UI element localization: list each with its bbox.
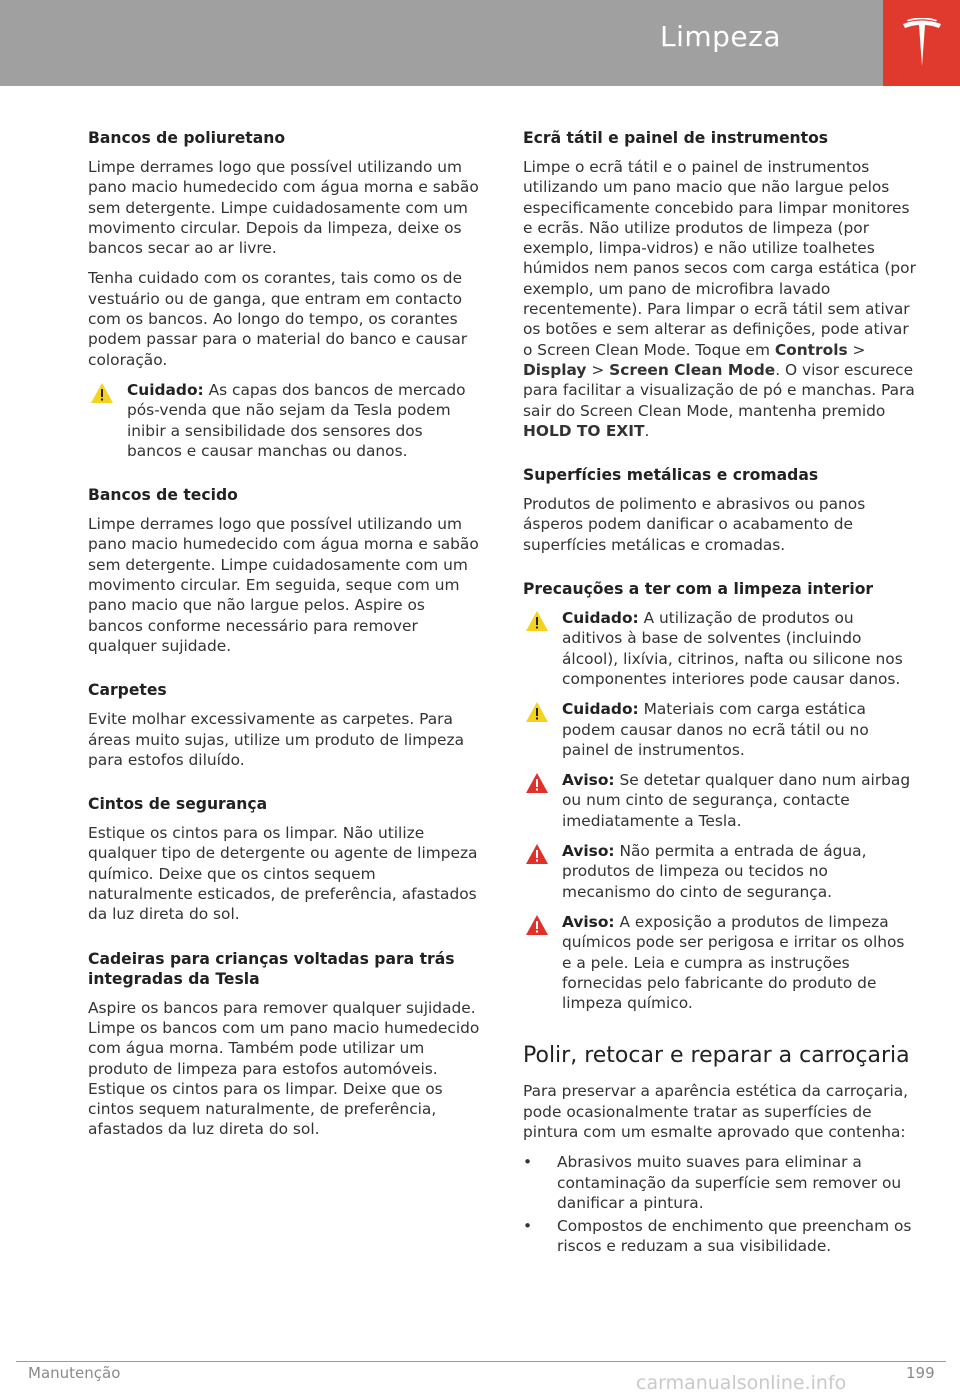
right-column xyxy=(523,128,917,1260)
note-label: Cuidado: xyxy=(127,380,204,399)
section-heading: Cintos de segurança xyxy=(88,795,268,814)
bullet-list xyxy=(523,1152,917,1256)
section-heading: Carpetes xyxy=(88,681,167,700)
paragraph: Aspire os bancos para remover qualquer sujidade. Limpe os bancos com um pano macio humedecido com água morna. Também pode utilizar um produto de limpeza para estofos automóveis. Estique os cintos para os limpar. Deixe que os cintos sequem naturalmente, de preferência, afastados da luz direta do sol. xyxy=(88,998,480,1139)
watermark: carmanualsonline.info xyxy=(636,1372,847,1394)
paragraph: Produtos de polimento e abrasivos ou panos ásperos podem danificar o acabamento de superfícies metálicas e cromadas. xyxy=(523,495,866,554)
paragraph: Tenha cuidado com os corantes, tais como os de vestuário ou de ganga, que entram em contacto com os bancos. Ao longo do tempo, os corantes podem passar para o material do banco e causar coloração. xyxy=(88,269,468,369)
note-text: As capas dos bancos de mercado pós-venda que não sejam da Tesla podem inibir a sensibilidade dos sensores dos bancos e causar manchas ou danos. xyxy=(127,380,466,460)
page-number: 199 xyxy=(906,1364,935,1382)
section-heading: Superfícies metálicas e cromadas xyxy=(523,466,819,485)
ui-term: Controls xyxy=(774,340,848,359)
note-text: A exposição a produtos de limpeza químicos pode ser perigosa e irritar os olhos e a pele. Leia e cumpra as instruções fornecidas pelo fabricante do produto de limpeza químico. xyxy=(562,912,905,1013)
page-title: Limpeza xyxy=(659,20,781,53)
note-label: Aviso: xyxy=(562,842,615,861)
ui-term: HOLD TO EXIT xyxy=(523,421,645,440)
tesla-logo-icon xyxy=(901,18,943,68)
warning-note xyxy=(523,841,917,902)
note-label: Cuidado: xyxy=(562,609,639,628)
paragraph: Limpe derrames logo que possível utilizando um pano macio humedecido com água morna e sabão sem detergente. Limpe cuidadosamente com um movimento circular. Depois da limpeza, deixe os bancos secar ao ar livre. xyxy=(88,158,479,258)
list-item: • Compostos de enchimento que preencham os riscos e reduzam a sua visibilidade. xyxy=(523,1217,912,1256)
footer-section: Manutenção xyxy=(28,1364,121,1382)
caution-triangle-icon xyxy=(90,382,114,404)
caution-note xyxy=(523,608,917,689)
warning-note xyxy=(523,770,917,831)
ui-term: Screen Clean Mode xyxy=(609,360,776,379)
ui-term: Display xyxy=(523,360,587,379)
caution-note xyxy=(88,380,482,461)
section-heading: Ecrã tátil e painel de instrumentos xyxy=(523,129,829,147)
note-text: Se detetar qualquer dano num airbag ou num cinto de segurança, contacte imediatamente a Tesla. xyxy=(562,771,911,830)
section-heading: Cadeiras para crianças voltadas para trás integradas da Tesla xyxy=(88,949,455,988)
caution-triangle-icon xyxy=(525,610,549,632)
note-text: Não permita a entrada de água, produtos de limpeza ou tecidos no mecanismo do cinto de segurança. xyxy=(562,842,867,901)
section-heading: Bancos de tecido xyxy=(88,486,238,505)
warning-note xyxy=(523,912,917,1013)
note-label: Aviso: xyxy=(562,771,615,790)
chapter-heading: Polir, retocar e reparar a carroçaria xyxy=(523,1043,910,1069)
warning-triangle-icon xyxy=(525,914,549,936)
warning-triangle-icon xyxy=(525,843,549,865)
section-heading: Precauções a ter com a limpeza interior xyxy=(523,580,874,599)
bullet-icon: • xyxy=(523,1153,533,1172)
paragraph: Evite molhar excessivamente as carpetes. Para áreas muito sujas, utilize um produto de limpeza para estofos diluído. xyxy=(88,710,465,769)
header-band xyxy=(0,0,883,86)
list-item: • Abrasivos muito suaves para eliminar a contaminação da superfície sem remover ou danificar a pintura. xyxy=(523,1153,902,1212)
bullet-icon: • xyxy=(523,1217,533,1236)
logo-box xyxy=(883,0,960,86)
caution-note xyxy=(523,699,917,760)
caution-triangle-icon xyxy=(525,701,549,723)
footer-divider xyxy=(16,1361,946,1362)
paragraph: Limpe derrames logo que possível utilizando um pano macio humedecido com água morna e sabão sem detergente. Limpe cuidadosamente com um movimento circular. Em seguida, seque com um pano macio que não largue pelos. Aspire os bancos conforme necessário para remover qualquer sujidade. xyxy=(88,515,479,655)
left-column xyxy=(88,128,482,1150)
note-label: Cuidado: xyxy=(562,700,639,719)
section-heading: Bancos de poliuretano xyxy=(88,129,286,147)
paragraph: Para preservar a aparência estética da carroçaria, pode ocasionalmente tratar as superfícies de pintura com um esmalte aprovado que contenha: xyxy=(523,1082,909,1141)
note-text: A utilização de produtos ou aditivos à base de solventes (incluindo álcool), lixívia, citrinos, nafta ou silicone nos componentes interiores pode causar danos. xyxy=(562,609,903,688)
paragraph: Estique os cintos para os limpar. Não utilize qualquer tipo de detergente ou agente de limpeza químico. Deixe que os cintos sequem naturalmente esticados, de preferência, afastados da luz direta do sol. xyxy=(88,824,478,924)
note-label: Aviso: xyxy=(562,912,615,931)
paragraph: Limpe o ecrã tátil e o painel de instrumentos utilizando um pano macio que não largue pelos especificamente concebido para limpar monitores e ecrãs. Não utilize produtos de limpeza (por exemplo, limpa-vidros) e não utilize toalhetes húmidos nem panos secos com carga estática (por exemplo, um pano de microfibra lavado recentemente). Para limpar o ecrã tátil sem ativar os botões e sem alterar as definições, pode ativar o Screen Clean Mode. Toque em Controls > Display > Screen Clean Mode. O visor escurece para facilitar a visualização de pó e manchas. Para sair do Screen Clean Mode, mantenha premido HOLD TO EXIT. xyxy=(523,158,916,440)
warning-triangle-icon xyxy=(525,772,549,794)
note-text: Materiais com carga estática podem causar danos no ecrã tátil ou no painel de instrumentos. xyxy=(562,700,869,759)
